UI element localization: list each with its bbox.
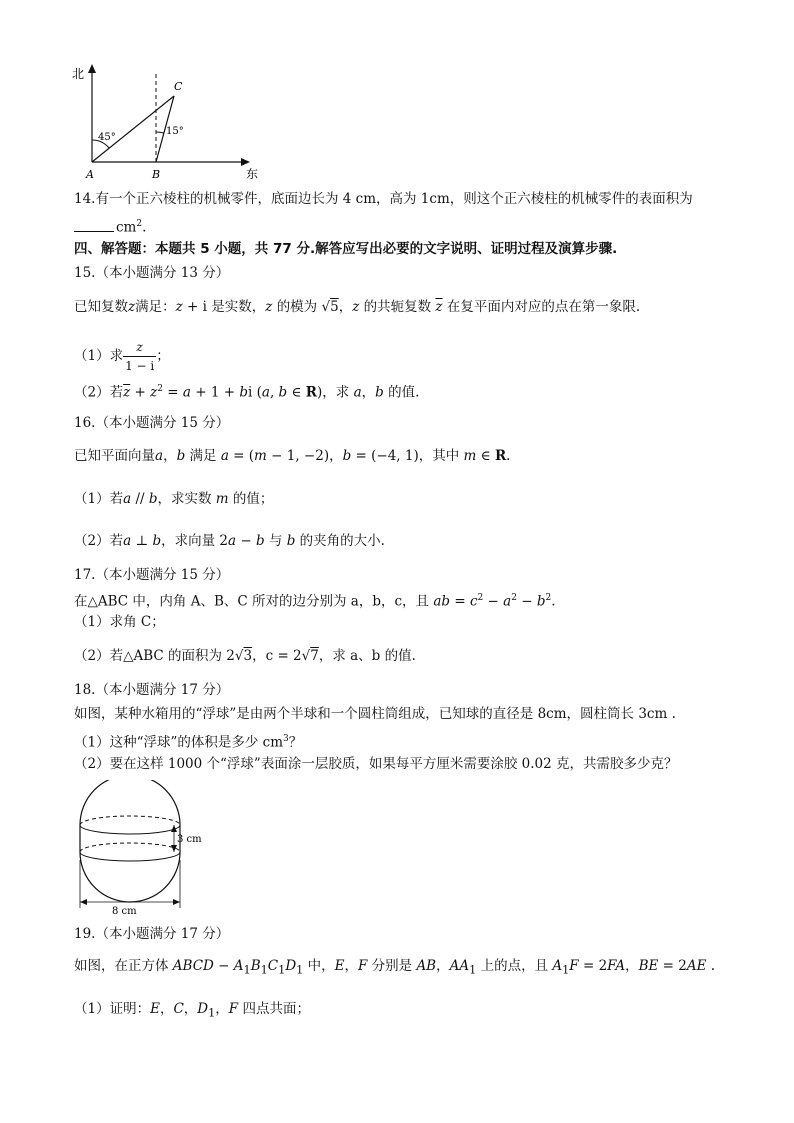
q18-stem: 如图，某种水箱用的“浮球”是由两个半球和一个圆柱筒组成，已知球的直径是 8cm，圆柱筒长 3cm .: [74, 706, 676, 722]
q18-part1: （1）这种“浮球”的体积是多少 $cm^3$？: [74, 734, 303, 751]
q14-answer-line: $cm^2$.: [74, 215, 146, 237]
q15-part2: （2）若$\overline{z} + z^2 = a + 1$ + bi (a, b ∈ R)，求 a，b 的值.: [74, 384, 420, 401]
point-c-label: C: [174, 80, 183, 93]
q15-heading: 15.（本小题满分 13 分）: [74, 265, 230, 281]
q15-stem: 已知复数z满足：z + i 是实数，z 的模为 √5，z 的共轭复数 $\overline{z}$ 在复平面内对应的点在第一象限.: [74, 299, 641, 315]
q14-text: 14.有一个正六棱柱的机械零件，底面边长为 4 cm，高为 1cm，则这个正六棱柱的机械零件的表面积为: [74, 191, 693, 207]
q15-part1: （1）求 $\frac{z}{1 - i}$ ；: [74, 340, 170, 373]
q18-heading: 18.（本小题满分 17 分）: [74, 682, 230, 698]
bearing-figure: [70, 60, 260, 182]
q16-stem: 已知平面向量a，b 满足 a = (m − 1, −2)，b = (−4, 1)，其中 m ∈ R.: [74, 448, 511, 464]
float-figure: [70, 780, 220, 920]
float-diameter-label: 8 cm: [112, 906, 137, 917]
point-a-label: A: [86, 168, 94, 181]
point-b-label: B: [152, 168, 161, 181]
angle-45-label: 45°: [98, 132, 116, 143]
q17-stem: 在△ABC 中，内角 A、B、C 所对的边分别为 a，b，c，且 ab = $c^2 - a^2 - b^2$.: [74, 593, 556, 610]
q19-stem: 如图，在正方体 ABCD − $A_1B_1C_1D_1$ 中，E，F 分别是 AB，$AA_1$ 上的点，且 $A_1F = 2FA$，BE = 2AE .: [74, 958, 716, 977]
section-heading: 四、解答题：本题共 5 小题，共 77 分.解答应写出必要的文字说明、证明过程及演算步骤.: [74, 241, 618, 257]
q19-heading: 19.（本小题满分 17 分）: [74, 926, 230, 942]
q17-heading: 17.（本小题满分 15 分）: [74, 567, 230, 583]
float-length-label: 3 cm: [177, 834, 202, 845]
angle-15-label: 15°: [166, 126, 184, 137]
q16-part2: （2）若a ⊥ b，求向量 2a − b 与 b 的夹角的大小.: [74, 533, 385, 549]
q17-part2: （2）若△ABC 的面积为 2√3，c = 2√7，求 a、b 的值.: [74, 648, 416, 664]
q16-heading: 16.（本小题满分 15 分）: [74, 415, 230, 431]
q16-part1: （1）若a // b，求实数 m 的值；: [74, 491, 274, 507]
north-label: 北: [72, 67, 85, 81]
q18-part2: （2）要在这样 1000 个“浮球”表面涂一层胶质，如果每平方厘米需要涂胶 0.02 克，共需胶多少克？: [74, 756, 678, 772]
east-label: 东: [246, 167, 259, 181]
q17-part1: （1）求角 C；: [74, 614, 165, 630]
q19-part1: （1）证明：E，C，$D_1$，F 四点共面；: [74, 1001, 310, 1020]
